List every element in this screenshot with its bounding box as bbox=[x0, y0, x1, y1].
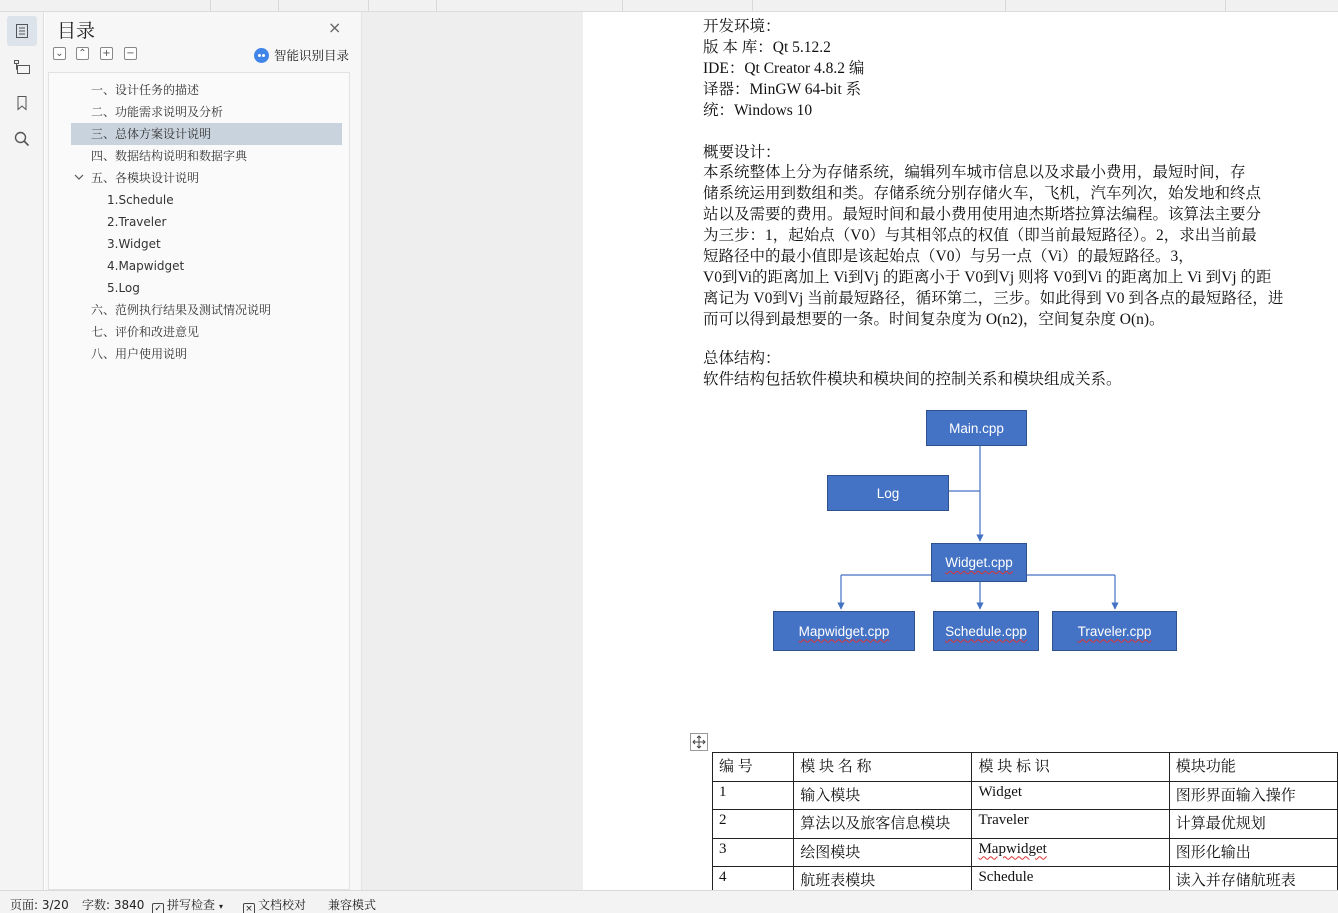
table-header-row bbox=[713, 753, 1338, 782]
spell-check-button[interactable] bbox=[152, 896, 223, 913]
toc-panel bbox=[45, 12, 362, 890]
doc-line: 站以及需要的费用。最短时间和最小费用使用迪杰斯塔拉算法编程。该算法主要分 bbox=[703, 206, 1262, 223]
ruler-tick bbox=[436, 0, 437, 12]
table-header-cell: 模 块 名 称 bbox=[794, 753, 972, 782]
table-cell: 1 bbox=[713, 781, 794, 810]
toc-item-label: 2.Traveler bbox=[107, 215, 167, 229]
table-cell: 输入模块 bbox=[794, 781, 972, 810]
table-cell: 图形化输出 bbox=[1169, 838, 1337, 867]
ruler-tick bbox=[210, 0, 211, 12]
toc-item[interactable] bbox=[71, 343, 342, 365]
table-cell: Schedule bbox=[972, 867, 1169, 891]
toc-item-label: 3.Widget bbox=[107, 237, 161, 251]
diagram-label: Schedule.cpp bbox=[945, 623, 1027, 639]
diagram-box-schedule bbox=[933, 611, 1039, 651]
toc-item[interactable] bbox=[71, 321, 342, 343]
diagram-label: Log bbox=[876, 485, 900, 501]
doc-line: 储系统运用到数组和类。存储系统分别存储火车，飞机，汽车列次，始发地和终点 bbox=[703, 185, 1262, 202]
doc-line: 软件结构包括软件模块和模块间的控制关系和模块组成关系。 bbox=[703, 371, 1122, 388]
compat-mode: 兼容模式 bbox=[328, 898, 377, 912]
toc-item-label: 四、数据结构说明和数据字典 bbox=[91, 149, 248, 163]
toc-title: 目录 bbox=[57, 20, 96, 42]
smart-toc-label: 智能识别目录 bbox=[274, 48, 350, 63]
word-count[interactable]: 字数: 3840 bbox=[82, 898, 145, 912]
toc-item-label: 七、评价和改进意见 bbox=[91, 325, 200, 339]
side-icon-rail bbox=[0, 12, 44, 890]
toc-item-label: 三、总体方案设计说明 bbox=[91, 127, 212, 141]
table-header-cell: 编 号 bbox=[713, 753, 794, 782]
diagram-box-main bbox=[926, 410, 1027, 446]
toc-item-label: 4.Mapwidget bbox=[107, 259, 185, 273]
collapse-all-button[interactable]: ⌄ bbox=[53, 47, 66, 60]
toc-subitem[interactable] bbox=[71, 233, 342, 255]
diagram-box-log bbox=[827, 475, 949, 511]
diagram-box-traveler bbox=[1052, 611, 1177, 651]
table-cell: 3 bbox=[713, 838, 794, 867]
table-cell: 读入并存储航班表 bbox=[1169, 867, 1337, 891]
doc-heading: 总体结构： bbox=[703, 350, 781, 367]
ruler-tick bbox=[278, 0, 279, 12]
page-gutter bbox=[362, 12, 583, 890]
outline-icon[interactable] bbox=[7, 52, 37, 82]
table-cell: 算法以及旅客信息模块 bbox=[794, 810, 972, 839]
close-icon[interactable]: × bbox=[328, 18, 342, 37]
toc-item[interactable] bbox=[71, 101, 342, 123]
doc-line: 本系统整体上分为存储系统，编辑列车城市信息以及求最小费用，最短时间，存 bbox=[703, 164, 1246, 181]
table-cell-text: Mapwidget bbox=[978, 840, 1047, 857]
module-table[interactable] bbox=[712, 752, 1338, 890]
toc-subitem[interactable] bbox=[71, 255, 342, 277]
proofread-button[interactable] bbox=[243, 896, 306, 913]
diagram-label: Mapwidget.cpp bbox=[798, 623, 890, 639]
table-row bbox=[713, 838, 1338, 867]
diagram-label: Traveler.cpp bbox=[1077, 623, 1152, 639]
doc-line: 开发环境： bbox=[703, 18, 781, 35]
diagram-label: Main.cpp bbox=[949, 420, 1004, 436]
toc-list bbox=[48, 72, 350, 890]
diagram-connectors bbox=[583, 12, 1338, 712]
doc-line: 短路径中的最小值即是该起始点（V0）与另一点（Vi）的最短路径。3， bbox=[703, 248, 1194, 265]
toc-subitem[interactable] bbox=[71, 211, 342, 233]
proofread-icon: × bbox=[243, 903, 255, 913]
smart-toc-button[interactable] bbox=[254, 46, 349, 64]
toc-item[interactable] bbox=[71, 145, 342, 167]
table-move-handle[interactable] bbox=[690, 733, 708, 751]
ruler-tick bbox=[1225, 0, 1226, 12]
doc-line: 为三步：1，起始点（V0）与其相邻点的权值（即当前最短路径）。2，求出当前最 bbox=[703, 227, 1257, 244]
toc-item[interactable] bbox=[71, 299, 342, 321]
search-icon[interactable] bbox=[7, 124, 37, 154]
doc-line: 统：Windows 10 bbox=[703, 102, 813, 119]
diagram-box-mapwidget bbox=[773, 611, 915, 651]
diagram-label: Widget.cpp bbox=[945, 555, 1013, 570]
diagram-box-widget bbox=[931, 543, 1027, 582]
bookmark-icon[interactable] bbox=[7, 88, 37, 118]
doc-line: 而可以得到最想要的一条。时间复杂度为 O(n2)，空间复杂度 O(n)。 bbox=[703, 311, 1165, 328]
table-cell bbox=[972, 838, 1169, 867]
remove-heading-button[interactable]: − bbox=[124, 47, 137, 60]
check-icon: ✓ bbox=[152, 903, 164, 913]
toc-item-label: 一、设计任务的描述 bbox=[91, 83, 200, 97]
add-heading-button[interactable]: + bbox=[100, 47, 113, 60]
table-cell: 图形界面输入操作 bbox=[1169, 781, 1337, 810]
table-row bbox=[713, 867, 1338, 891]
toc-item-selected[interactable] bbox=[71, 123, 342, 145]
table-cell: 绘图模块 bbox=[794, 838, 972, 867]
table-header-cell: 模 块 标 识 bbox=[972, 753, 1169, 782]
doc-heading: 概要设计： bbox=[703, 144, 781, 161]
table-row bbox=[713, 810, 1338, 839]
doc-line: V0到Vi的距离加上 Vi到Vj 的距离小于 V0到Vj 则将 V0到Vi 的距离加上 Vi 到Vj 的距 bbox=[703, 269, 1272, 286]
move-icon bbox=[691, 734, 707, 750]
ai-icon bbox=[254, 48, 269, 63]
table-cell: 计算最优规划 bbox=[1169, 810, 1337, 839]
spell-check-label: 拼写检查 bbox=[167, 898, 216, 912]
table-cell: 4 bbox=[713, 867, 794, 891]
doc-line: 版 本 库：Qt 5.12.2 bbox=[703, 39, 831, 56]
status-bar bbox=[0, 890, 1338, 913]
ruler-tick bbox=[622, 0, 623, 12]
document-icon[interactable] bbox=[7, 16, 37, 46]
toc-item-label: 二、功能需求说明及分析 bbox=[91, 105, 224, 119]
top-ruler bbox=[0, 0, 1338, 12]
dropdown-caret-icon: ▾ bbox=[219, 902, 224, 911]
doc-line: 译器：MinGW 64-bit 系 bbox=[703, 81, 862, 98]
toc-item-label: 5.Log bbox=[107, 281, 140, 295]
toc-item[interactable] bbox=[71, 79, 342, 101]
table-header-cell: 模块功能 bbox=[1169, 753, 1337, 782]
toc-item-label: 六、范例执行结果及测试情况说明 bbox=[91, 303, 272, 317]
proofread-label: 文档校对 bbox=[258, 898, 307, 912]
toc-item-label: 八、用户使用说明 bbox=[91, 347, 188, 361]
table-cell: 航班表模块 bbox=[794, 867, 972, 891]
table-cell: Traveler bbox=[972, 810, 1169, 839]
ruler-tick bbox=[368, 0, 369, 12]
toc-subitem[interactable] bbox=[71, 189, 342, 211]
ruler-tick bbox=[1005, 0, 1006, 12]
table-cell: 2 bbox=[713, 810, 794, 839]
table-cell: Widget bbox=[972, 781, 1169, 810]
document-page[interactable] bbox=[583, 12, 1338, 890]
expand-all-button[interactable]: ⌃ bbox=[76, 47, 89, 60]
doc-line: IDE：Qt Creator 4.8.2 编 bbox=[703, 60, 865, 77]
toc-item[interactable] bbox=[71, 167, 342, 189]
ruler-tick bbox=[752, 0, 753, 12]
page-count[interactable]: 页面: 3/20 bbox=[10, 898, 69, 912]
table-row bbox=[713, 781, 1338, 810]
toc-item-label: 1.Schedule bbox=[107, 193, 174, 207]
toc-item-label: 五、各模块设计说明 bbox=[91, 171, 200, 185]
doc-line: 离记为 V0到Vj 当前最短路径，循环第二，三步。如此得到 V0 到各点的最短路径，进 bbox=[703, 290, 1284, 307]
toc-subitem[interactable] bbox=[71, 277, 342, 299]
